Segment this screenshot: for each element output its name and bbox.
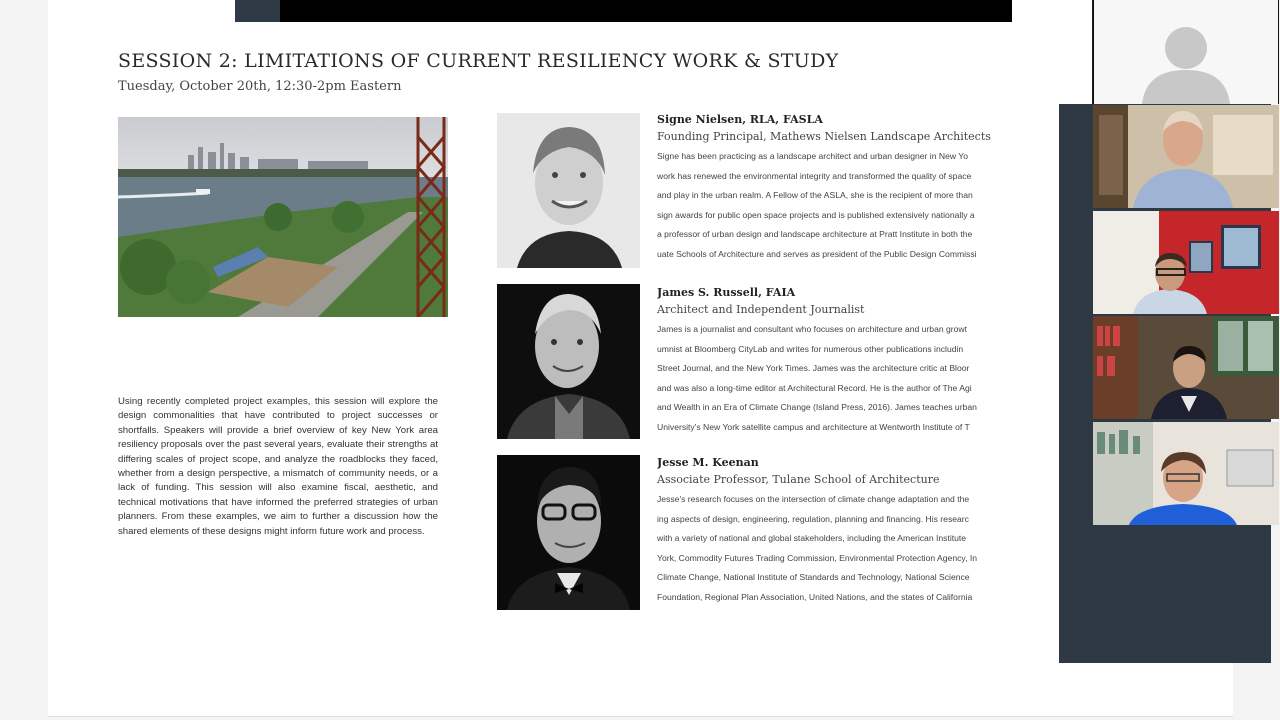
user-avatar-icon	[1094, 0, 1278, 104]
speaker-info-james-russell	[657, 286, 1059, 437]
speaker-info-signe-nielsen	[657, 113, 1059, 264]
self-view-tile[interactable]	[1093, 0, 1279, 104]
session-title: SESSION 2: LIMITATIONS OF CURRENT RESILIENCY WORK & STUDY	[118, 50, 839, 72]
session-description: Using recently completed project examples, this session will explore the design commonalities that have contributed to project successes or shortfalls. Speakers will provide a brief overview of key New York area resiliency proposals over the past several years, evaluate their strengths at differing scales of project scope, and analyze the roadblocks they faced, whether from a design perspective, a mismatch of community needs, or a lack of funding. This session will also examine fiscal, aesthetic, and technical motivations that have informed the preferred strategies of urban planners. From these examples, we aim to further a discussion how the shared elements of these designs might inform future work and process.	[118, 396, 438, 537]
speaker-role: Associate Professor, Tulane School of Architecture	[657, 473, 940, 486]
video-tile-participant-1[interactable]	[1093, 105, 1279, 208]
waterfront-park-photo	[118, 117, 448, 317]
speaker-photo-signe-nielsen	[497, 113, 640, 268]
speaker-name: James S. Russell, FAIA	[657, 286, 796, 299]
speaker-bio: Signe has been practicing as a landscape architect and urban designer in New Yo work has renewed the environmental integrity and transformed the quality of space and play in the urban realm. A Fellow of the ASLA, she is the recipient of more than sign awards for public open space projects and is published extensively nationally a a professor of urban design and landscape architecture at Pratt Institute in both the uate Schools of Architecture and serves as president of the Public Design Commissi	[657, 151, 977, 259]
speaker-role: Architect and Independent Journalist	[657, 303, 865, 316]
session-date: Tuesday, October 20th, 12:30-2pm Eastern	[118, 79, 402, 94]
video-tile-participant-4[interactable]	[1093, 422, 1279, 525]
speaker-photo-james-russell	[497, 284, 640, 439]
speaker-photo-jesse-keenan	[497, 455, 640, 610]
speaker-name: Signe Nielsen, RLA, FASLA	[657, 113, 823, 126]
speaker-bio: James is a journalist and consultant who focuses on architecture and urban growt umnist at Bloomberg CityLab and writes for numerous other publications includin Street Journal, and the New York Times. James was the architecture critic at Bloor and was also a long-time editor at Architectural Record. He is the author of The Agi and Wealth in an Era of Climate Change (Island Press, 2016). James teaches urban University's New York satellite campus and architecture at Wentworth Institute of T	[657, 324, 977, 432]
video-tile-participant-2[interactable]	[1093, 211, 1279, 314]
speaker-role: Founding Principal, Mathews Nielsen Landscape Architects	[657, 130, 991, 143]
shared-screen-top-bar	[235, 0, 1012, 22]
speaker-info-jesse-keenan	[657, 456, 1059, 607]
video-tile-participant-3[interactable]	[1093, 316, 1279, 419]
speaker-bio: Jesse's research focuses on the intersection of climate change adaptation and the ing aspects of design, engineering, regulation, planning and financing. His researc with a variety of national and global stakeholders, including the American Institute York, Commodity Futures Trading Commission, Environmental Protection Agency, In Climate Change, National Institute of Standards and Technology, National Science Foundation, Regional Plan Association, United Nations, and the states of California	[657, 494, 978, 602]
speaker-name: Jesse M. Keenan	[657, 456, 759, 469]
